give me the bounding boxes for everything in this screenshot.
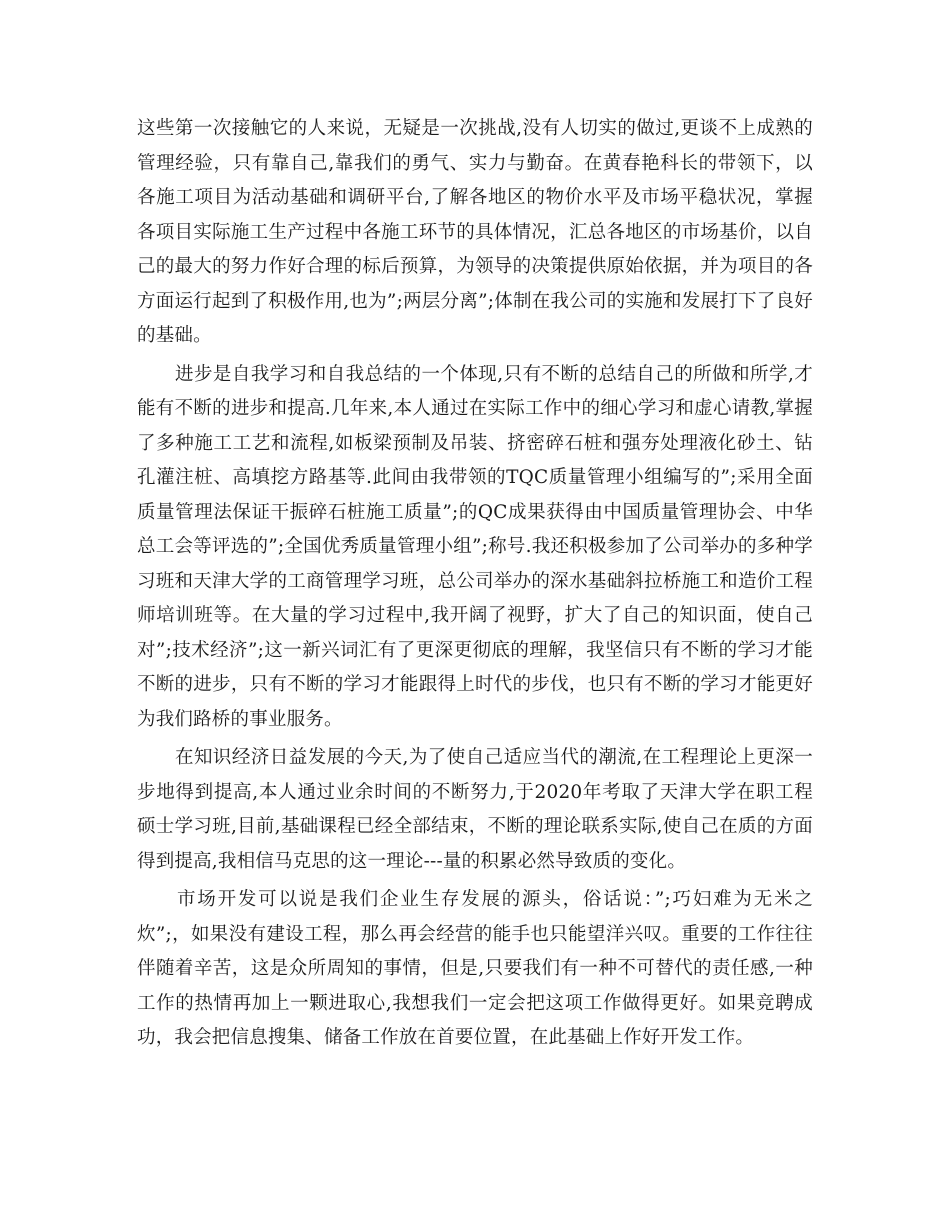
- paragraph-continuation: 这些第一次接触它的人来说，无疑是一次挑战,没有人切实的做过,更谈不上成熟的管理经验，只有靠自己,靠我们的勇气、实力与勤奋。在黄春艳科长的带领下，以各施工项目为活动基础和调研平台,了解各地区的物价水平及市场平稳状况，掌握各项目实际施工生产过程中各施工环节的具体情况，汇总各地区的市场基价，以自己的最大的努力作好合理的标后预算，为领导的决策提供原始依据，并为项目的各方面运行起到了积极作用,也为”;两层分离”;体制在我公司的实施和发展打下了良好的基础。: [137, 118, 813, 346]
- paragraph-market: 市场开发可以说是我们企业生存发展的源头，俗话说：”;巧妇难为无米之炊”;，如果没有建设工程，那么再会经营的能手也只能望洋兴叹。重要的工作往往伴随着辛苦，这是众所周知的事情，但是,只要我们有一种不可替代的责任感,一种工作的热情再加上一颗进取心,我想我们一定会把这项工作做得更好。如果竞聘成功，我会把信息搜集、储备工作放在首要位置，在此基础上作好开发工作。: [137, 889, 813, 1048]
- paragraph-study: 在知识经济日益发展的今天,为了使自己适应当代的潮流,在工程理论上更深一步地得到提高,本人通过业余时间的不断努力,于2020年考取了天津大学在职工程硕士学习班,目前,基础课程已经全部结束，不断的理论联系实际,使自己在质的方面得到提高,我相信马克思的这一理论---量的积累必然导致质的变化。: [137, 747, 813, 872]
- document-page: [137, 112, 813, 1056]
- paragraph-learning: 进步是自我学习和自我总结的一个体现,只有不断的总结自己的所做和所学,才能有不断的进步和提高.几年来,本人通过在实际工作中的细心学习和虚心请教,掌握了多种施工工艺和流程,如板梁预制及吊装、挤密碎石桩和强夯处理液化砂土、钻孔灌注桩、高填挖方路基等.此间由我带领的TQC质量管理小组编写的”;采用全面质量管理法保证干振碎石桩施工质量”;的QC成果获得由中国质量管理协会、中华总工会等评选的”;全国优秀质量管理小组”;称号.我还积极参加了公司举办的多种学习班和天津大学的工商管理学习班，总公司举办的深水基础斜拉桥施工和造价工程师培训班等。在大量的学习过程中,我开阔了视野，扩大了自己的知识面，使自己对”;技术经济”;这一新兴词汇有了更深更彻底的理解，我坚信只有不断的学习才能不断的进步，只有不断的学习才能跟得上时代的步伐，也只有不断的学习才能更好为我们路桥的事业服务。: [137, 363, 813, 730]
